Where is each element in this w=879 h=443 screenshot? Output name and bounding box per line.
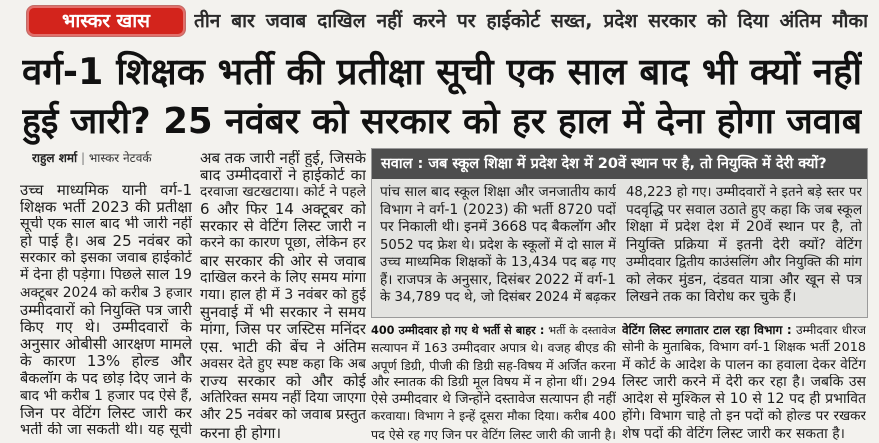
question-box-text-line: विभाग ने वर्ग-1 (2023) की भर्ती 8720 पदों (380, 201, 616, 218)
story-text-line: हो पाई है। अब 25 नवंबर को (20, 233, 192, 251)
kicker-strapline: तीन बार जवाब दाखिल नहीं करने पर हाईकोर्ट सख्त, प्रदेश सरकार को दिया अंतिम मौका (194, 10, 868, 32)
section-text-line: होंगे। विभाग चाहे तो इन पदों को होल्ड पर रखकर (622, 408, 866, 425)
story-text-line: उच्च माध्यमिक यानी वर्ग-1 (20, 181, 192, 199)
story-text-line: के कारण 13% होल्ड और (20, 353, 192, 371)
story-text-line: सूची एक साल बाद भी जारी नहीं (20, 215, 192, 232)
story-text-line: में देना ही पड़ेगा। पिछले साल 19 (20, 267, 192, 284)
section-text-line: अपूर्ण डिग्री, पीजी की डिग्री सह-विषय में अर्जित करना (371, 357, 616, 373)
section-text-line: ऐसे उम्मीदवार थे जिन्होंने दस्तावेज सत्यापन ही नहीं (371, 392, 616, 408)
story-text-line: और 25 नवंबर को जवाब प्रस्तुत (200, 407, 366, 424)
question-box-text-line: पांच साल बाद स्कूल शिक्षा और जनजातीय कार्य (380, 184, 616, 200)
section-text-line: सोनी के मुताबिक, विभाग वर्ग-1 शिक्षक भर्ती 2018 (622, 340, 866, 356)
question-box-text-line: नियुक्ति प्रक्रिया में इतनी देरी क्यों? वेटिंग (626, 236, 862, 253)
question-box-text-line: 48,223 हो गए। उम्मीदवारों ने इतने बड़े स्तर पर (626, 185, 862, 200)
section-disqualified-candidates (371, 322, 616, 443)
section-text-line: सत्यापन में 163 उम्मीदवार अपात्र थे। वजह बीएड की (371, 340, 616, 356)
section-text-line: शेष पदों की वेटिंग लिस्ट जारी कर सकता है। (622, 425, 845, 442)
story-text-line: करने का कारण पूछा, लेकिन हर (200, 235, 366, 252)
question-box-title: सवाल : जब स्कूल शिक्षा में प्रदेश देश में 20वें स्थान पर है, तो नियुक्ति में देरी क्यों? (372, 149, 867, 179)
headline-line-2: हुई जारी? 25 नवंबर को सरकार को हर हाल में देना होगा जवाब (22, 101, 862, 142)
question-box-text-line: उम्मीदवार द्वितीय काउंसलिंग और नियुक्ति की मांग (626, 255, 862, 270)
story-text-line: सुनवाई में भी सरकार ने समय (200, 304, 366, 322)
byline-organization: भास्कर नेटवर्क (88, 151, 152, 165)
headline-line-1: वर्ग-1 शिक्षक भर्ती की प्रतीक्षा सूची एक साल बाद भी क्यों नहीं (22, 50, 862, 93)
story-text-line: दरवाजा खटखटाया। कोर्ट ने पहले (200, 183, 366, 200)
section-text-line: करवाया। विभाग ने इन्हें दूसरा मौका दिया। करीब 400 (371, 409, 616, 424)
story-text-line: जिन पर वेटिंग लिस्ट जारी कर (20, 404, 192, 422)
story-text-line: मांगा, जिस पर जस्टिस मनिंदर (200, 321, 366, 339)
story-column-1 (20, 182, 192, 442)
section-waiting-list-delay (622, 322, 866, 443)
story-text-line: दाखिल करने के लिए समय मांगा (200, 269, 366, 286)
story-text-line: बार सरकार की ओर से जवाब (200, 252, 366, 270)
story-text-line: शिक्षक भर्ती 2023 की प्रतीक्षा (20, 198, 192, 216)
section-text-line: में कोर्ट के आदेश के पालन का हवाला देकर वेटिंग (622, 356, 866, 373)
byline-author: राहुल शर्मा (32, 151, 78, 165)
story-text-line: 6 और फिर 14 अक्टूबर को (200, 201, 366, 219)
story-text-line: अनुसार ओबीसी आरक्षण मामले (20, 336, 192, 354)
story-text-line: भर्ती की जा सकती थी। यह सूची (20, 422, 192, 439)
question-box-text-line: शिक्षा में प्रदेश देश में 20वें स्थान पर है, तो (626, 219, 862, 235)
question-box-text-line: को लेकर मुंडन, दंडवत यात्रा और खून से पत्र (626, 271, 862, 288)
story-text-line: बैकलॉग के पद छोड़ दिए जाने के (20, 370, 192, 387)
story-text-line: सरकार को इसका जवाब हाईकोर्ट (20, 250, 192, 267)
question-box-text-line: उच्च माध्यमिक शिक्षकों के 13,434 पद बढ़ गए (380, 255, 616, 270)
section-lead: वेटिंग लिस्ट लगातार टाल रहा विभाग : (622, 323, 792, 337)
section-text-line (622, 322, 866, 339)
question-box-column-2 (626, 184, 862, 309)
story-column-2 (200, 150, 366, 443)
section-text-line: लिस्ट जारी करने में देरी कर रहा है। जबकि उस (622, 373, 866, 390)
section-text-line: और स्नातक की डिग्री मूल विषय में न होना थीं। 294 (371, 374, 616, 390)
story-text-line: बाद उम्मीदवारों ने हाईकोर्ट का (200, 166, 366, 184)
question-box-text-line: पर निकाली थी। इनमें 3668 पद बैकलॉग और (380, 219, 616, 235)
section-text-line: आदेश से मुश्किल से 10 से 12 पद ही प्रभावित (622, 391, 866, 408)
story-text-line: करना ही होगा। (200, 424, 282, 442)
question-box-text-line: हैं। राजपत्र के अनुसार, दिसंबर 2022 में वर्ग-1 (380, 271, 616, 288)
story-text-line: राज्य सरकार को और कोई (200, 372, 366, 390)
question-box (371, 148, 868, 318)
question-box-text-line: 5052 पद फ्रेश थे। प्रदेश के स्कूलों में दो साल में (380, 237, 616, 253)
story-text-line: अक्टूबर 2024 को करीब 3 हजार (20, 284, 192, 301)
story-text-line: अब तक जारी नहीं हुई, जिसके (200, 149, 366, 167)
kicker-badge: भास्कर खास (27, 6, 185, 36)
section-lead-continuation: उम्मीदवार धीरज (795, 323, 866, 337)
story-text-line: उम्मीदवारों को नियुक्ति पत्र जारी (20, 301, 192, 319)
story-text-line: किए गए थे। उम्मीदवारों के (20, 319, 192, 336)
story-text-line: गया। हाल ही में 3 नवंबर को हुई (200, 287, 366, 303)
byline (32, 150, 192, 166)
story-text-line: सरकार से वेटिंग लिस्ट जारी न (200, 218, 366, 236)
question-box-text-line: लिखने तक का विरोध कर चुके हैं। (626, 289, 797, 305)
question-box-column-1 (380, 184, 616, 309)
story-text-line: एस. भाटी की बेंच ने अंतिम (200, 338, 366, 356)
question-box-text-line: के 34,789 पद थे, जो दिसंबर 2024 में बढ़कर (380, 290, 616, 305)
question-box-text-line: पदवृद्धि पर सवाल उठाते हुए कहा कि जब स्कूल (626, 201, 862, 218)
byline-separator: | (80, 151, 86, 165)
section-lead: 400 उम्मीदवार हो गए थे भर्ती से बाहर : (371, 324, 545, 337)
story-text-line: बाद भी करीब 1 हजार पद ऐसे हैं, (20, 387, 192, 404)
story-text-line: अतिरिक्त समय नहीं दिया जाएगा (200, 390, 366, 407)
section-text-line (371, 322, 616, 339)
story-text-line: अवसर देते हुए स्पष्ट कहा कि अब (200, 355, 366, 372)
section-lead-continuation: भर्ती के दस्तावेज (548, 324, 616, 337)
section-text-line: पद ऐसे रह गए जिन पर वेटिंग लिस्ट जारी की जानी है। (371, 426, 616, 442)
